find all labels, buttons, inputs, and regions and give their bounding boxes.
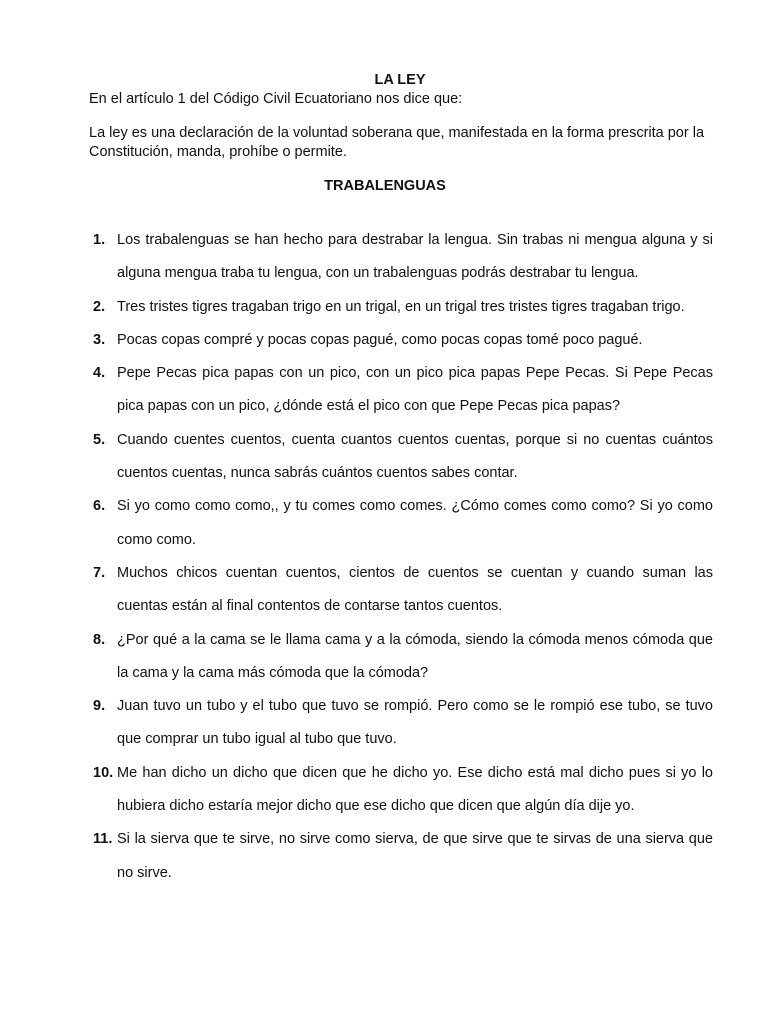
item-text: Tres tristes tigres tragaban trigo en un trigal, en un trigal tres tristes tigres tragaban trigo. bbox=[117, 298, 685, 315]
item-number: 11. bbox=[93, 831, 113, 848]
item-number: 2. bbox=[93, 298, 106, 315]
item-number: 10. bbox=[93, 764, 114, 781]
list-item bbox=[93, 624, 713, 691]
list-item bbox=[93, 690, 713, 757]
item-text: Pocas copas compré y pocas copas pagué, como pocas copas tomé poco pagué. bbox=[117, 331, 643, 348]
list-item bbox=[93, 557, 713, 624]
item-number: 8. bbox=[93, 631, 106, 648]
item-number: 4. bbox=[93, 365, 106, 382]
item-text: ¿Por qué a la cama se le llama cama y a la cómoda, siendo la cómoda menos cómoda que la cama y la cama más cómoda que la cómoda? bbox=[117, 631, 713, 681]
list-item bbox=[93, 490, 713, 557]
item-number: 7. bbox=[93, 564, 106, 581]
item-text: Los trabalenguas se han hecho para destrabar la lengua. Sin trabas ni mengua alguna y si alguna mengua traba tu lengua, con un trabalenguas podrás destrabar tu lengua. bbox=[117, 232, 713, 282]
page-title: LA LEY bbox=[374, 72, 426, 88]
item-text: Pepe Pecas pica papas con un pico, con un pico pica papas Pepe Pecas. Si Pepe Pecas pica papas con un pico, ¿dónde está el pico con que Pepe Pecas pica papas? bbox=[117, 365, 713, 415]
intro-paragraph: En el artículo 1 del Código Civil Ecuatoriano nos dice que: bbox=[89, 91, 463, 107]
list-item bbox=[93, 224, 713, 291]
list-item bbox=[93, 357, 713, 424]
item-text: Si la sierva que te sirve, no sirve como sierva, de que sirve que te sirvas de una sierva que no sirve. bbox=[117, 831, 713, 881]
item-number: 1. bbox=[93, 232, 106, 248]
item-text: Juan tuvo un tubo y el tubo que tuvo se rompió. Pero como se le rompió ese tubo, se tuvo que comprar un tubo igual al tubo que tuvo. bbox=[117, 698, 713, 748]
list-item bbox=[93, 291, 713, 324]
item-number: 6. bbox=[93, 498, 106, 515]
definition-paragraph: La ley es una declaración de la voluntad soberana que, manifestada en la forma prescrita por la Constitución, manda, prohíbe o permite. bbox=[89, 125, 705, 160]
list-item bbox=[93, 823, 713, 890]
item-number: 3. bbox=[93, 331, 106, 348]
list-item bbox=[93, 757, 713, 824]
item-number: 9. bbox=[93, 698, 106, 715]
item-text: Si yo como como como,, y tu comes como comes. ¿Cómo comes como como? Si yo como como como. bbox=[117, 498, 713, 548]
item-text: Muchos chicos cuentan cuentos, cientos de cuentos se cuentan y cuando suman las cuentas están al final contentos de contarse tantos cuentos. bbox=[117, 564, 713, 615]
item-number: 5. bbox=[93, 431, 106, 448]
item-text: Cuando cuentes cuentos, cuenta cuantos cuentos cuentas, porque si no cuentas cuántos cuentos cuentas, nunca sabrás cuántos cuentos sabes contar. bbox=[117, 431, 713, 482]
list-item bbox=[93, 324, 713, 357]
item-text: Me han dicho un dicho que dicen que he dicho yo. Ese dicho está mal dicho pues si yo lo hubiera dicho estaría mejor dicho que ese dicho que dicen que algún día dije yo. bbox=[117, 764, 713, 815]
tongue-twister-list bbox=[93, 224, 713, 890]
list-item bbox=[93, 424, 713, 491]
section-title: TRABALENGUAS bbox=[324, 178, 446, 194]
